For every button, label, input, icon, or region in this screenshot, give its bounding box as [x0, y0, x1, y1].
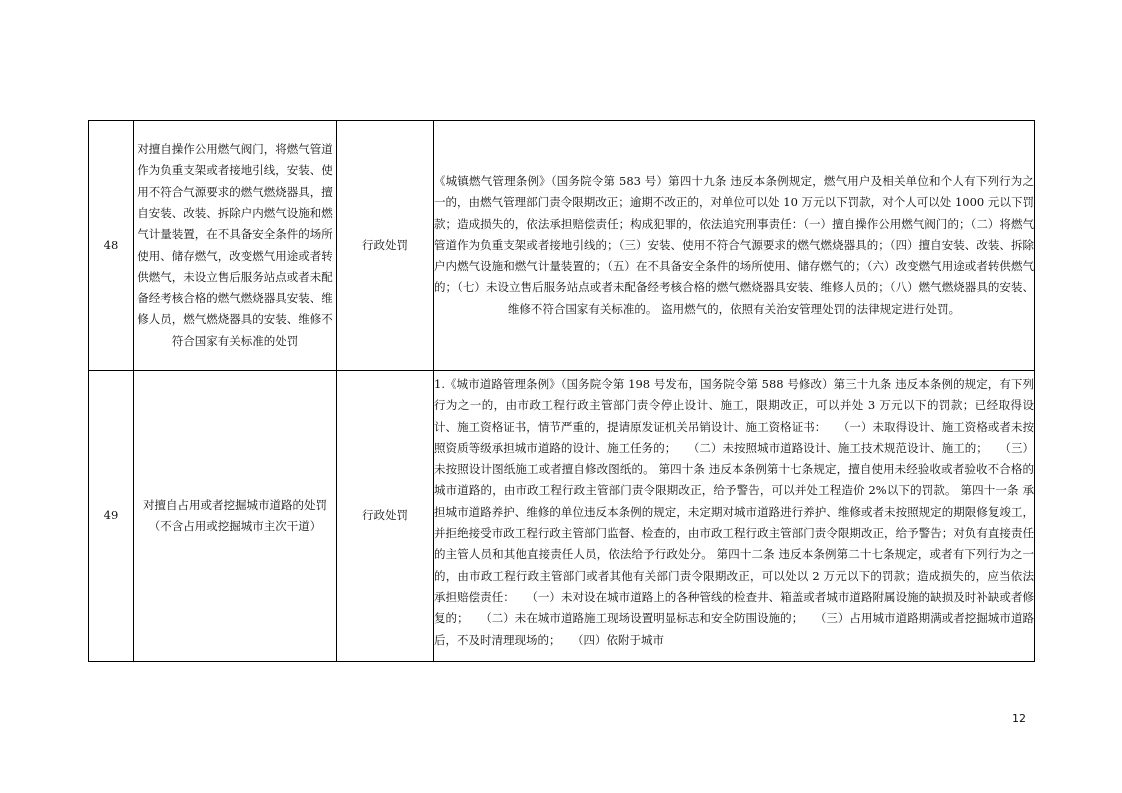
legal-basis-text: 1.《城市道路管理条例》（国务院令第 198 号发布，国务院令第 588 号修改）第三十九条 违反本条例的规定，有下列行为之一的，由市政工程行政主管部门责令停止设计、施工，限期改正，可以并处 3 万元以下的罚款；已经取得设计、施工资格证书，情节严重的，提请原发证机关吊销设计、施工资格证书： （一）未取得设计、施工资格或者未按照资质等级承担城市道路的设计、施工任务的； （二）未按照城市道路设计、施工技术规范设计、施工的； （三）未按照设计图纸施工或者擅自修改图纸的。 第四十条 违反本条例第十七条规定，擅自使用未经验收或者验收不合格的城市道路的，由市政工程行政主管部门责令限期改正，给予警告，可以并处工程造价 2%以下的罚款。 第四十一条 承担城市道路养护、维修的单位违反本条例的规定，未定期对城市道路进行养护、维修或者未按照规定的期限修复竣工，并拒绝接受市政工程行政主管部门监督、检查的，由市政工程行政主管部门责令限期改正，给予警告；对负有直接责任的主管人员和其他直接责任人员，依法给予行政处分。 第四十二条 违反本条例第二十七条规定，或者有下列行为之一的，由市政工程行政主管部门或者其他有关部门责令限期改正，可以处以 2 万元以下的罚款；造成损失的，应当依法承担赔偿责任： （一）未对设在城市道路上的各种管线的检查井、箱盖或者城市道路附属设施的缺损及时补缺或者修复的； （二）未在城市道路施工现场设置明显标志和安全防围设施的； （三）占用城市道路期满或者挖掘城市道路后，不及时清理现场的； （四）依附于城市 — [434, 377, 1034, 647]
page-number: 12 — [1012, 712, 1026, 725]
item-name: 对擅自操作公用燃气阀门，将燃气管道作为负重支架或者接地引线，安装、使用不符合气源要求的燃气燃烧器具，擅自安装、改装、拆除户内燃气设施和燃气计量装置，在不具备安全条件的场所使用、储存燃气，改变燃气用途或者转供燃气，未设立售后服务站点或者未配备经考核合格的燃气燃烧器具安装、维修人员，燃气燃烧器具的安装、维修不符合国家有关标准的处罚 — [134, 121, 337, 371]
row-number: 48 — [89, 121, 134, 371]
item-type: 行政处罚 — [337, 121, 434, 371]
row-number: 49 — [89, 371, 134, 662]
table-row — [89, 371, 1035, 662]
legal-basis — [434, 121, 1035, 371]
item-name: 对擅自占用或者挖掘城市道路的处罚（不含占用或挖掘城市主次干道） — [134, 371, 337, 662]
law-enforcement-table — [88, 120, 1035, 662]
table-row — [89, 121, 1035, 371]
legal-basis — [434, 371, 1035, 662]
legal-basis-text: 《城镇燃气管理条例》（国务院令第 583 号）第四十九条 违反本条例规定，燃气用户及相关单位和个人有下列行为之一的，由燃气管理部门责令限期改正；逾期不改正的，对单位可以处 10 万元以下罚款，对个人可以处 1000 元以下罚款；造成损失的，依法承担赔偿责任；构成犯罪的，依法追究刑事责任：（一）擅自操作公用燃气阀门的；（二）将燃气管道作为负重支架或者接地引线的；（三）安装、使用不符合气源要求的燃气燃烧器具的；（四）擅自安装、改装、拆除户内燃气设施和燃气计量装置的；（五）在不具备安全条件的场所使用、储存燃气的；（六）改变燃气用途或者转供燃气的；（七）未设立售后服务站点或者未配备经考核合格的燃气燃烧器具安装、维修人员的；（八）燃气燃烧器具的安装、维修不符合国家有关标准的。 盗用燃气的，依照有关治安管理处罚的法律规定进行处罚。 — [434, 173, 1034, 316]
item-type: 行政处罚 — [337, 371, 434, 662]
